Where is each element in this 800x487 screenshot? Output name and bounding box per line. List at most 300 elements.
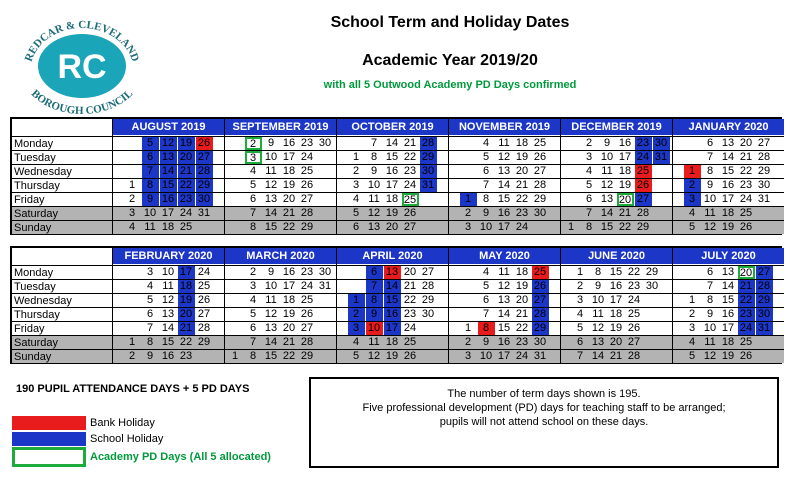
date-cell: 21 bbox=[178, 322, 195, 335]
date-cell: 5 bbox=[482, 280, 490, 292]
date-cell: 22 bbox=[515, 322, 529, 334]
date-cell bbox=[644, 294, 661, 307]
date-cell: 13 bbox=[384, 266, 401, 279]
date-cell: 21 bbox=[282, 207, 296, 219]
month-grid bbox=[337, 248, 448, 362]
date-cell: 26 bbox=[300, 308, 314, 320]
date-cell: 16 bbox=[721, 308, 735, 320]
date-cell: 14 bbox=[600, 207, 614, 219]
date-cell: 30 bbox=[756, 308, 773, 321]
date-cell: 27 bbox=[756, 266, 773, 279]
day-row bbox=[113, 321, 224, 335]
date-cell: 4 bbox=[688, 207, 696, 219]
date-cell bbox=[196, 221, 213, 234]
date-cell: 2 bbox=[464, 336, 472, 348]
date-cell bbox=[653, 165, 670, 178]
day-row bbox=[561, 164, 672, 178]
date-cell bbox=[227, 308, 244, 321]
date-cell: 28 bbox=[300, 336, 314, 348]
day-row bbox=[673, 349, 784, 363]
day-row bbox=[225, 136, 336, 150]
date-cell: 4 bbox=[146, 280, 154, 292]
date-cell: 13 bbox=[497, 165, 511, 177]
date-cell: 5 bbox=[688, 221, 696, 233]
date-cell: 7 bbox=[706, 280, 714, 292]
weekday-column bbox=[12, 119, 112, 233]
day-row bbox=[673, 164, 784, 178]
date-cell: 10 bbox=[591, 294, 605, 306]
date-cell: 7 bbox=[585, 207, 593, 219]
weekday-label: Thursday bbox=[12, 307, 112, 321]
date-cell bbox=[756, 350, 773, 363]
month-grid bbox=[673, 248, 784, 362]
day-row bbox=[337, 150, 448, 164]
academic-year-title: Academic Year 2019/20 bbox=[362, 52, 538, 69]
day-row bbox=[449, 164, 560, 178]
date-cell bbox=[684, 151, 701, 164]
logo-initials: RC bbox=[57, 48, 107, 86]
day-row bbox=[113, 220, 224, 234]
date-cell: 18 bbox=[282, 294, 296, 306]
date-cell: 20 bbox=[609, 336, 623, 348]
date-cell: 12 bbox=[600, 179, 614, 191]
date-cell: 12 bbox=[264, 179, 278, 191]
date-cell: 30 bbox=[196, 193, 213, 206]
date-cell: 8 bbox=[585, 221, 593, 233]
date-cell bbox=[227, 336, 244, 349]
date-cell: 11 bbox=[704, 207, 716, 219]
weekday-label: Sunday bbox=[12, 349, 112, 363]
date-cell: 18 bbox=[178, 280, 195, 293]
date-cell: 23 bbox=[178, 193, 195, 206]
day-row bbox=[113, 279, 224, 293]
day-row bbox=[561, 335, 672, 349]
date-cell: 7 bbox=[482, 179, 490, 191]
date-cell: 15 bbox=[721, 165, 735, 177]
date-cell: 18 bbox=[609, 308, 623, 320]
date-cell: 30 bbox=[318, 266, 332, 278]
date-cell bbox=[460, 151, 477, 164]
date-cell: 30 bbox=[645, 280, 659, 292]
date-cell: 10 bbox=[264, 151, 278, 163]
date-cell: 16 bbox=[282, 137, 296, 149]
date-cell: 19 bbox=[178, 137, 195, 150]
date-cell: 17 bbox=[385, 179, 399, 191]
date-cell: 23 bbox=[300, 137, 314, 149]
day-row bbox=[337, 206, 448, 220]
weekday-label: Monday bbox=[12, 265, 112, 279]
date-cell: 7 bbox=[146, 322, 154, 334]
date-cell: 22 bbox=[179, 336, 193, 348]
date-cell bbox=[317, 221, 334, 234]
logo-top-text: REDCAR & CLEVELAND bbox=[22, 18, 142, 64]
day-row bbox=[449, 136, 560, 150]
date-cell bbox=[317, 322, 334, 335]
date-cell: 31 bbox=[653, 151, 670, 164]
date-cell: 2 bbox=[128, 193, 136, 205]
date-cell: 23 bbox=[179, 350, 193, 362]
date-cell: 5 bbox=[585, 179, 593, 191]
date-cell: 3 bbox=[684, 193, 701, 206]
date-cell: 14 bbox=[161, 322, 175, 334]
date-cell: 26 bbox=[532, 280, 549, 293]
day-row bbox=[449, 206, 560, 220]
date-cell: 19 bbox=[385, 207, 399, 219]
weekday-label: Tuesday bbox=[12, 279, 112, 293]
date-cell: 10 bbox=[367, 179, 381, 191]
date-cell: 24 bbox=[300, 151, 314, 163]
date-cell: 22 bbox=[618, 221, 632, 233]
date-cell bbox=[227, 266, 244, 279]
date-cell: 17 bbox=[282, 280, 296, 292]
date-cell bbox=[460, 308, 477, 321]
date-cell: 23 bbox=[300, 266, 314, 278]
date-cell bbox=[460, 266, 477, 279]
day-row bbox=[225, 206, 336, 220]
day-row bbox=[673, 220, 784, 234]
date-cell: 3 bbox=[146, 266, 154, 278]
day-row bbox=[449, 321, 560, 335]
date-cell: 24 bbox=[179, 207, 193, 219]
date-cell: 30 bbox=[653, 137, 670, 150]
date-cell bbox=[653, 179, 670, 192]
date-cell: 25 bbox=[627, 308, 641, 320]
day-row bbox=[561, 150, 672, 164]
date-cell: 5 bbox=[146, 294, 154, 306]
weekday-label: Tuesday bbox=[12, 150, 112, 164]
date-cell bbox=[317, 151, 334, 164]
date-cell: 23 bbox=[403, 308, 417, 320]
date-cell: 16 bbox=[721, 179, 735, 191]
date-cell bbox=[317, 350, 334, 363]
day-row bbox=[337, 220, 448, 234]
date-cell: 2 bbox=[249, 266, 257, 278]
date-cell: 27 bbox=[533, 165, 547, 177]
month-grid bbox=[113, 248, 224, 362]
date-cell bbox=[420, 322, 437, 335]
date-cell: 11 bbox=[368, 336, 380, 348]
date-cell: 20 bbox=[515, 294, 529, 306]
date-cell: 3 bbox=[352, 179, 360, 191]
date-cell: 13 bbox=[160, 151, 177, 164]
date-cell: 20 bbox=[617, 193, 634, 206]
date-cell bbox=[348, 280, 365, 293]
date-cell bbox=[460, 280, 477, 293]
date-cell: 18 bbox=[282, 165, 296, 177]
date-cell bbox=[227, 179, 244, 192]
day-row bbox=[673, 293, 784, 307]
date-cell: 25 bbox=[739, 207, 753, 219]
date-cell bbox=[124, 322, 141, 335]
date-cell: 6 bbox=[146, 308, 154, 320]
date-cell: 27 bbox=[196, 151, 213, 164]
day-row bbox=[113, 349, 224, 363]
day-row bbox=[225, 150, 336, 164]
date-cell: 12 bbox=[367, 350, 381, 362]
date-cell: 24 bbox=[738, 322, 755, 335]
date-cell: 10 bbox=[703, 193, 717, 205]
date-cell: 9 bbox=[142, 193, 159, 206]
weekday-label: Saturday bbox=[12, 206, 112, 220]
date-cell: 3 bbox=[464, 350, 472, 362]
day-row bbox=[449, 335, 560, 349]
date-cell: 16 bbox=[385, 165, 399, 177]
date-cell: 11 bbox=[265, 165, 277, 177]
day-row bbox=[337, 335, 448, 349]
month-header: MARCH 2020 bbox=[225, 248, 336, 264]
day-row bbox=[673, 150, 784, 164]
date-cell: 8 bbox=[366, 294, 383, 307]
month-header: FEBRUARY 2020 bbox=[113, 248, 224, 264]
note-line-3: pupils will not attend school on these days. bbox=[439, 416, 649, 428]
date-cell bbox=[460, 294, 477, 307]
day-row bbox=[561, 265, 672, 279]
calendar-row-autumn bbox=[10, 117, 782, 235]
weekday-label: Monday bbox=[12, 136, 112, 150]
date-cell bbox=[348, 266, 365, 279]
date-cell: 26 bbox=[627, 322, 641, 334]
date-cell: 9 bbox=[482, 336, 490, 348]
day-row bbox=[561, 220, 672, 234]
date-cell: 23 bbox=[515, 336, 529, 348]
date-cell: 2 bbox=[684, 179, 701, 192]
date-cell: 5 bbox=[576, 322, 584, 334]
date-cell: 16 bbox=[497, 207, 511, 219]
bank-holiday-label: Bank Holiday bbox=[90, 417, 155, 429]
date-cell: 20 bbox=[739, 137, 753, 149]
date-cell: 12 bbox=[591, 322, 605, 334]
month-header: SEPTEMBER 2019 bbox=[225, 119, 336, 135]
date-cell: 1 bbox=[460, 193, 477, 206]
date-cell: 30 bbox=[533, 336, 547, 348]
date-cell: 25 bbox=[197, 280, 211, 292]
date-cell: 21 bbox=[178, 165, 195, 178]
day-row bbox=[113, 136, 224, 150]
day-row bbox=[561, 178, 672, 192]
date-cell: 9 bbox=[366, 308, 383, 321]
attendance-summary: 190 PUPIL ATTENDANCE DAYS + 5 PD DAYS bbox=[16, 383, 250, 395]
date-cell: 22 bbox=[282, 350, 296, 362]
date-cell: 15 bbox=[497, 193, 511, 205]
date-cell: 1 bbox=[352, 151, 360, 163]
date-cell: 27 bbox=[532, 294, 549, 307]
day-row bbox=[561, 136, 672, 150]
date-cell: 15 bbox=[497, 322, 511, 334]
day-row bbox=[561, 349, 672, 363]
date-cell: 11 bbox=[498, 137, 510, 149]
date-cell: 22 bbox=[515, 193, 529, 205]
day-row bbox=[225, 279, 336, 293]
date-cell: 23 bbox=[739, 179, 753, 191]
date-cell: 16 bbox=[160, 193, 177, 206]
date-cell: 8 bbox=[249, 350, 257, 362]
date-cell: 17 bbox=[721, 193, 735, 205]
date-cell: 28 bbox=[532, 308, 549, 321]
date-cell: 14 bbox=[497, 308, 511, 320]
date-cell: 9 bbox=[146, 350, 154, 362]
date-cell bbox=[460, 137, 477, 150]
month-grid bbox=[225, 248, 336, 362]
date-cell bbox=[420, 350, 437, 363]
date-cell: 22 bbox=[739, 165, 753, 177]
day-row bbox=[673, 192, 784, 206]
date-cell: 1 bbox=[688, 294, 696, 306]
date-cell: 24 bbox=[300, 280, 314, 292]
date-cell: 6 bbox=[706, 137, 714, 149]
day-row bbox=[561, 307, 672, 321]
date-cell: 15 bbox=[161, 336, 175, 348]
date-cell: 14 bbox=[160, 165, 177, 178]
day-row bbox=[673, 279, 784, 293]
date-cell bbox=[563, 207, 580, 220]
date-cell: 14 bbox=[384, 280, 401, 293]
date-cell: 18 bbox=[515, 266, 529, 278]
day-row bbox=[673, 136, 784, 150]
date-cell: 11 bbox=[265, 294, 277, 306]
note-line-2: Five professional development (PD) days for teaching staff to be arranged; bbox=[362, 402, 726, 414]
date-cell: 27 bbox=[757, 137, 771, 149]
date-cell bbox=[227, 193, 244, 206]
date-cell: 29 bbox=[197, 336, 211, 348]
date-cell bbox=[532, 221, 549, 234]
logo-bottom-text: BOROUGH COUNCIL bbox=[28, 87, 136, 114]
day-row bbox=[113, 335, 224, 349]
date-cell: 9 bbox=[706, 179, 714, 191]
date-cell: 2 bbox=[576, 280, 584, 292]
day-row bbox=[449, 220, 560, 234]
date-cell bbox=[317, 294, 334, 307]
date-cell: 11 bbox=[704, 336, 716, 348]
date-cell: 6 bbox=[352, 221, 360, 233]
day-row bbox=[337, 192, 448, 206]
month-grid bbox=[561, 119, 672, 233]
date-cell: 14 bbox=[264, 336, 278, 348]
date-cell: 12 bbox=[161, 294, 175, 306]
date-cell: 21 bbox=[515, 179, 529, 191]
date-cell bbox=[653, 207, 670, 220]
date-cell: 8 bbox=[370, 151, 378, 163]
date-cell: 14 bbox=[385, 137, 399, 149]
date-cell: 6 bbox=[366, 266, 383, 279]
date-cell: 19 bbox=[609, 322, 623, 334]
date-cell: 24 bbox=[515, 221, 529, 233]
date-cell: 18 bbox=[161, 221, 175, 233]
date-cell: 23 bbox=[635, 137, 652, 150]
day-row bbox=[449, 279, 560, 293]
date-cell: 29 bbox=[645, 266, 659, 278]
date-cell: 31 bbox=[757, 193, 771, 205]
date-cell: 15 bbox=[160, 179, 177, 192]
date-cell: 29 bbox=[421, 294, 435, 306]
date-cell: 16 bbox=[618, 137, 632, 149]
weekday-label: Thursday bbox=[12, 178, 112, 192]
month-header: JULY 2020 bbox=[673, 248, 784, 264]
date-cell bbox=[684, 137, 701, 150]
month-header: APRIL 2020 bbox=[337, 248, 448, 264]
date-cell: 22 bbox=[403, 294, 417, 306]
day-row bbox=[337, 307, 448, 321]
date-cell: 6 bbox=[585, 193, 593, 205]
date-cell bbox=[124, 280, 141, 293]
date-cell: 18 bbox=[385, 336, 399, 348]
date-cell: 21 bbox=[403, 137, 417, 149]
month-grid bbox=[673, 119, 784, 233]
date-cell: 10 bbox=[703, 322, 717, 334]
month-header: JANUARY 2020 bbox=[673, 119, 784, 135]
bank-holiday-swatch bbox=[12, 416, 86, 430]
date-cell: 25 bbox=[532, 266, 549, 279]
date-cell: 29 bbox=[756, 294, 773, 307]
date-cell: 7 bbox=[482, 308, 490, 320]
school-holiday-swatch bbox=[12, 432, 86, 446]
date-cell: 18 bbox=[721, 336, 735, 348]
date-cell bbox=[317, 165, 334, 178]
date-cell: 18 bbox=[721, 207, 735, 219]
date-cell: 3 bbox=[128, 207, 136, 219]
date-cell bbox=[563, 137, 580, 150]
date-cell: 13 bbox=[721, 266, 735, 278]
month-grid bbox=[225, 119, 336, 233]
date-cell: 17 bbox=[618, 151, 632, 163]
date-cell: 1 bbox=[348, 294, 365, 307]
date-cell: 4 bbox=[482, 137, 490, 149]
date-cell: 6 bbox=[482, 294, 490, 306]
date-cell: 2 bbox=[585, 137, 593, 149]
date-cell: 5 bbox=[352, 350, 360, 362]
date-cell: 4 bbox=[482, 266, 490, 278]
date-cell: 12 bbox=[497, 151, 511, 163]
date-cell: 28 bbox=[300, 207, 314, 219]
date-cell: 28 bbox=[627, 350, 641, 362]
date-cell: 2 bbox=[245, 137, 262, 150]
day-row bbox=[337, 178, 448, 192]
weekday-column bbox=[12, 248, 112, 362]
date-cell: 3 bbox=[688, 322, 696, 334]
date-cell: 12 bbox=[703, 350, 717, 362]
date-cell: 18 bbox=[618, 165, 632, 177]
date-cell: 12 bbox=[497, 280, 511, 292]
date-cell: 31 bbox=[533, 350, 547, 362]
date-cell: 1 bbox=[128, 336, 136, 348]
date-cell: 24 bbox=[635, 151, 652, 164]
date-cell: 22 bbox=[403, 151, 417, 163]
date-cell: 3 bbox=[585, 151, 593, 163]
date-cell: 17 bbox=[178, 266, 195, 279]
date-cell: 24 bbox=[627, 294, 641, 306]
date-cell bbox=[756, 336, 773, 349]
day-row bbox=[673, 206, 784, 220]
date-cell bbox=[227, 137, 244, 150]
date-cell: 12 bbox=[160, 137, 177, 150]
date-cell: 22 bbox=[738, 294, 755, 307]
date-cell: 10 bbox=[366, 322, 383, 335]
date-cell: 20 bbox=[178, 308, 195, 321]
date-cell bbox=[227, 165, 244, 178]
date-cell: 20 bbox=[282, 322, 296, 334]
date-cell: 9 bbox=[706, 308, 714, 320]
date-cell: 13 bbox=[161, 308, 175, 320]
date-cell: 9 bbox=[370, 165, 378, 177]
day-row bbox=[225, 335, 336, 349]
calendar-row-spring-summer bbox=[10, 246, 782, 364]
date-cell bbox=[124, 137, 141, 150]
date-cell: 25 bbox=[300, 165, 314, 177]
date-cell: 13 bbox=[264, 322, 278, 334]
date-cell: 16 bbox=[282, 266, 296, 278]
date-cell: 8 bbox=[478, 322, 495, 335]
date-cell: 5 bbox=[482, 151, 490, 163]
date-cell bbox=[420, 193, 437, 206]
